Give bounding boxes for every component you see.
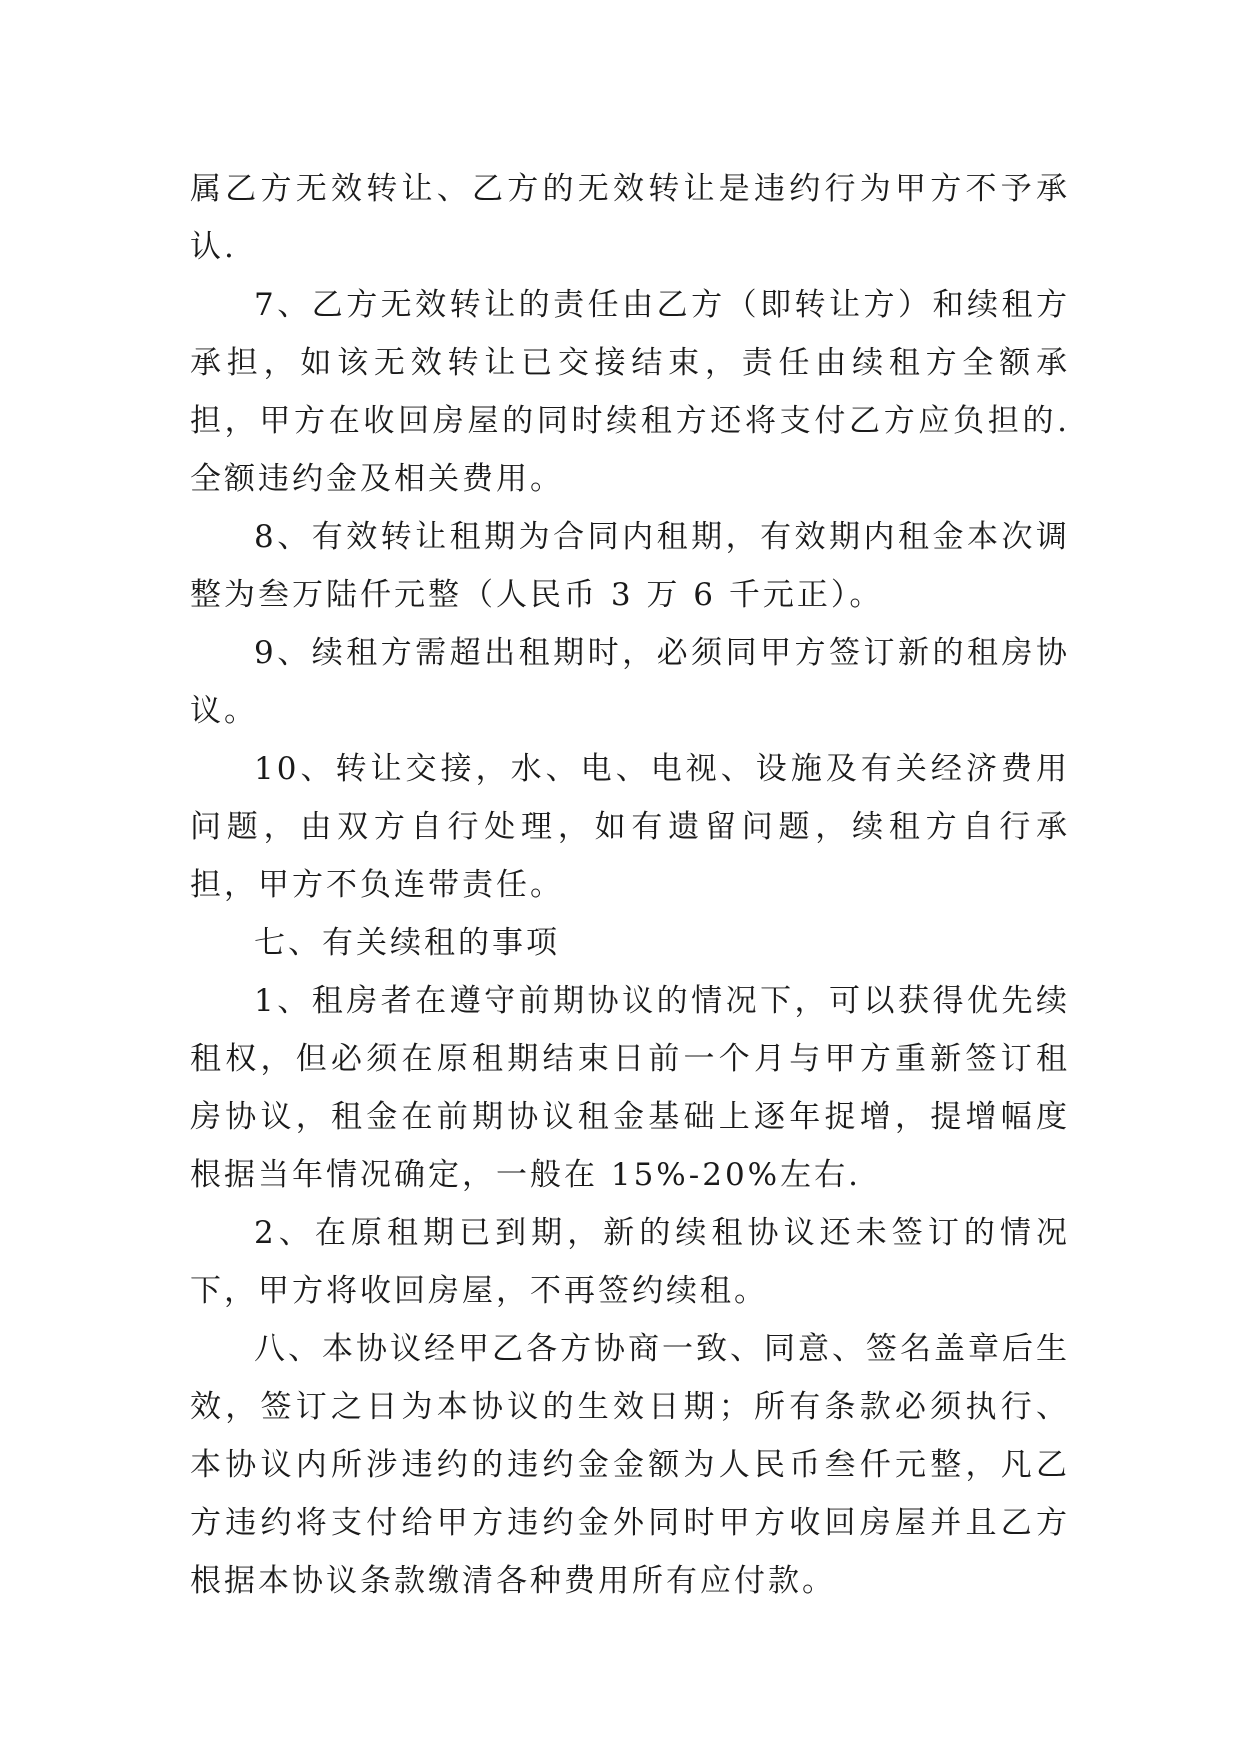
document-body [190, 160, 1070, 1610]
section-heading-renewal: 七、有关续租的事项 [254, 925, 560, 961]
paragraph-clause-7: 7、乙方无效转让的责任由乙方（即转让方）和续租方承担，如该无效转让已交接结束，责任由续租方全额承担，甲方在收回房屋的同时续租方还将支付乙方应负担的.全额违约金及相关费用。 [190, 287, 1070, 497]
paragraph-renewal-2: 2、在原租期已到期，新的续租协议还未签订的情况下，甲方将收回房屋，不再签约续租。 [190, 1215, 1070, 1309]
paragraph-section-8: 八、本协议经甲乙各方协商一致、同意、签名盖章后生效，签订之日为本协议的生效日期；所有条款必须执行、本协议内所涉违约的违约金金额为人民币叁仟元整，凡乙方违约将支付给甲方违约金外同时甲方收回房屋并且乙方根据本协议条款缴清各种费用所有应付款。 [190, 1331, 1070, 1599]
paragraph-renewal-1: 1、租房者在遵守前期协议的情况下，可以获得优先续租权，但必须在原租期结束日前一个月与甲方重新签订租房协议，租金在前期协议租金基础上逐年捉增，提增幅度根据当年情况确定，一般在 15%-20%左右. [190, 983, 1070, 1193]
paragraph-clause-8: 8、有效转让租期为合同内租期，有效期内租金本次调整为叁万陆仟元整（人民币 3 万 6 千元正）。 [190, 519, 1070, 613]
paragraph-clause-9: 9、续租方需超出租期时，必须同甲方签订新的租房协议。 [190, 635, 1070, 729]
paragraph-clause-10: 10、转让交接，水、电、电视、设施及有关经济费用问题，由双方自行处理，如有遗留问题，续租方自行承担，甲方不负连带责任。 [190, 751, 1070, 903]
paragraph-continuation: 属乙方无效转让、乙方的无效转让是违约行为甲方不予承认. [190, 171, 1070, 265]
